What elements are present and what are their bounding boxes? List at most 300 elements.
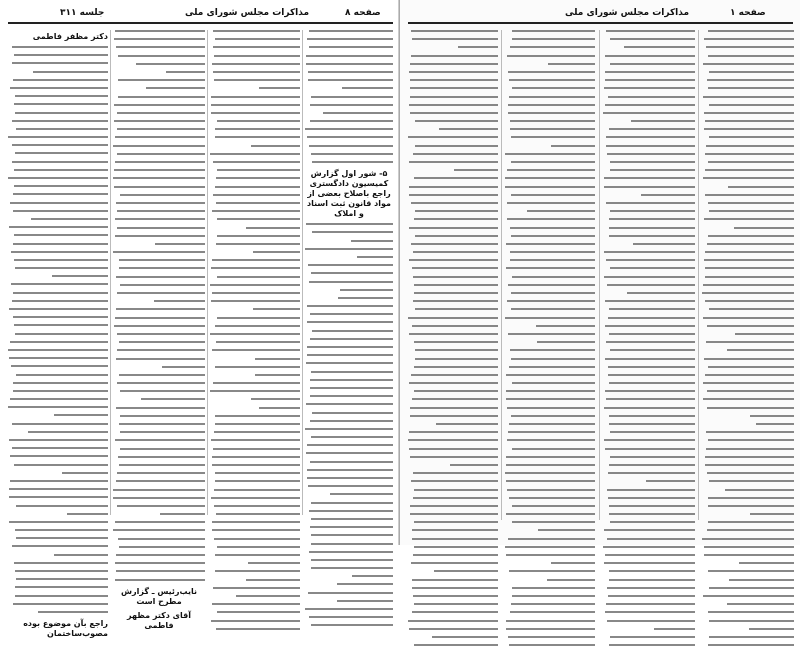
text-line: [608, 472, 695, 474]
text-line: [216, 628, 300, 630]
text-line: [338, 297, 393, 299]
text-line: [119, 267, 205, 269]
text-line: [646, 480, 695, 482]
text-line: [609, 218, 695, 220]
text-line: [307, 136, 393, 138]
text-line: [136, 63, 205, 65]
text-line: [506, 513, 595, 515]
text-line: [214, 79, 300, 81]
text-line: [114, 38, 205, 40]
text-line: [210, 153, 300, 155]
text-line: [506, 464, 595, 466]
text-line: [166, 71, 205, 73]
text-line: [727, 603, 794, 605]
text-line: [211, 104, 300, 106]
text-line: [708, 161, 794, 163]
text-line: [214, 489, 300, 491]
text-line: [704, 38, 794, 40]
text-line: [115, 521, 205, 523]
text-line: [506, 554, 595, 556]
text-line: [411, 562, 498, 564]
text-line: [217, 611, 300, 613]
text-line: [709, 620, 794, 622]
text-line: [15, 152, 109, 154]
text-line: [536, 325, 595, 327]
text-line: [311, 559, 393, 561]
text-line: [212, 63, 300, 65]
text-line: [609, 464, 695, 466]
text-line: [146, 87, 205, 89]
text-line: [607, 587, 695, 589]
text-line: [508, 112, 595, 114]
text-line: [509, 366, 595, 368]
text-line: [409, 71, 498, 73]
text-line: [709, 480, 794, 482]
text-line: [506, 456, 595, 458]
text-line: [705, 120, 794, 122]
text-line: [412, 38, 498, 40]
text-line: [728, 186, 794, 188]
text-line: [709, 136, 794, 138]
text-line: [215, 38, 300, 40]
text-line: [705, 153, 794, 155]
text-line: [306, 403, 393, 405]
text-line: [119, 341, 205, 343]
text-line: [707, 243, 794, 245]
text-line: [707, 390, 794, 392]
text-line: [217, 317, 300, 319]
text-line: [708, 644, 794, 646]
text-line: [508, 636, 595, 638]
text-line: [749, 628, 794, 630]
column-3: [603, 30, 695, 652]
page-number: صفحه ۸: [345, 8, 381, 18]
text-line: [310, 379, 393, 381]
text-line: [511, 308, 595, 310]
text-line: [512, 505, 595, 507]
text-line: [52, 275, 108, 277]
text-line: [120, 194, 205, 196]
text-line: [14, 324, 108, 326]
text-line: [410, 87, 498, 89]
text-line: [709, 587, 794, 589]
text-line: [310, 395, 393, 397]
text-line: [10, 341, 108, 343]
text-line: [605, 325, 695, 327]
text-line: [608, 366, 695, 368]
text-line: [117, 382, 205, 384]
text-line: [10, 202, 108, 204]
text-line: [509, 96, 595, 98]
text-line: [310, 387, 393, 389]
text-line: [610, 636, 695, 638]
text-line: [641, 194, 695, 196]
text-line: [113, 145, 205, 147]
text-line: [410, 96, 498, 98]
text-line: [707, 79, 794, 81]
text-line: [12, 144, 108, 146]
text-line: [246, 227, 300, 229]
text-line: [505, 153, 595, 155]
text-line: [259, 407, 300, 409]
text-line: [141, 398, 205, 400]
text-line: [10, 480, 108, 482]
text-line: [309, 510, 393, 512]
text-line: [606, 603, 695, 605]
text-line: [215, 480, 300, 482]
text-line: [113, 489, 205, 491]
text-line: [703, 382, 794, 384]
text-line: [310, 120, 393, 122]
text-line: [410, 79, 498, 81]
text-line: [216, 202, 300, 204]
text-line: [414, 521, 498, 523]
text-line: [213, 161, 300, 163]
text-line: [15, 586, 108, 588]
text-line: [115, 562, 205, 564]
text-line: [750, 415, 794, 417]
text-line: [734, 227, 794, 229]
text-line: [507, 300, 595, 302]
text-line: [705, 464, 794, 466]
text-line: [411, 374, 498, 376]
text-line: [703, 398, 794, 400]
text-line: [409, 194, 498, 196]
text-line: [408, 136, 498, 138]
text-line: [708, 521, 794, 523]
text-line: [511, 161, 595, 163]
text-line: [704, 259, 794, 261]
speaker-bottom: آقای دکتر مظهر فاطمی: [127, 610, 191, 630]
text-line: [509, 497, 595, 499]
text-line: [708, 30, 794, 32]
text-line: [212, 521, 300, 523]
text-line: [306, 452, 393, 454]
text-line: [310, 420, 393, 422]
text-line: [608, 317, 695, 319]
text-line: [707, 529, 794, 531]
text-line: [308, 592, 393, 594]
column-1: [408, 30, 498, 652]
text-line: [309, 46, 393, 48]
text-line: [547, 579, 595, 581]
text-line: [415, 349, 498, 351]
text-line: [604, 407, 695, 409]
text-line: [414, 218, 498, 220]
text-line: [342, 87, 393, 89]
text-line: [118, 538, 205, 540]
text-line: [253, 251, 300, 253]
text-line: [160, 513, 205, 515]
text-line: [119, 374, 205, 376]
text-line: [9, 521, 108, 523]
text-line: [67, 513, 108, 515]
text-line: [413, 595, 498, 597]
closing-line: راجع بآن موضوع بوده مصوب‌ساختمان: [23, 619, 108, 639]
text-line: [707, 407, 794, 409]
text-line: [709, 210, 794, 212]
text-line: [507, 169, 595, 171]
text-line: [213, 587, 300, 589]
text-line: [709, 308, 794, 310]
text-line: [10, 87, 108, 89]
text-line: [507, 55, 595, 57]
text-line: [610, 456, 695, 458]
text-line: [510, 46, 595, 48]
text-line: [8, 177, 108, 179]
text-line: [608, 374, 695, 376]
text-line: [14, 103, 108, 105]
text-line: [115, 439, 205, 441]
text-line: [13, 292, 108, 294]
text-line: [704, 554, 794, 556]
text-line: [312, 231, 393, 233]
text-line: [609, 415, 695, 417]
text-line: [13, 603, 108, 605]
text-line: [609, 382, 695, 384]
text-line: [211, 497, 300, 499]
page-title: مذاکرات مجلس شورای ملی: [185, 8, 310, 18]
text-line: [511, 358, 595, 360]
text-line: [236, 595, 300, 597]
text-line: [115, 218, 205, 220]
text-line: [113, 529, 205, 531]
text-line: [253, 308, 300, 310]
text-line: [409, 448, 498, 450]
text-line: [708, 87, 794, 89]
text-line: [609, 128, 695, 130]
text-line: [512, 30, 595, 32]
text-line: [255, 358, 300, 360]
text-line: [120, 415, 205, 417]
text-line: [14, 464, 108, 466]
text-line: [305, 128, 393, 130]
page-number: صفحه ۱: [730, 8, 766, 18]
text-line: [609, 513, 695, 515]
text-line: [507, 218, 595, 220]
text-line: [306, 55, 393, 57]
text-line: [604, 186, 695, 188]
text-line: [311, 436, 393, 438]
text-line: [10, 455, 108, 457]
text-line: [215, 472, 300, 474]
text-line: [512, 521, 595, 523]
text-line: [14, 54, 108, 56]
text-line: [54, 414, 108, 416]
text-line: [510, 128, 595, 130]
text-line: [13, 390, 108, 392]
text-line: [414, 546, 498, 548]
text-line: [609, 579, 695, 581]
text-line: [310, 461, 393, 463]
column-2: [113, 30, 205, 635]
text-line: [312, 161, 393, 163]
text-line: [16, 537, 108, 539]
text-line: [217, 169, 300, 171]
text-line: [118, 96, 205, 98]
text-line: [210, 333, 300, 335]
text-line: [725, 489, 794, 491]
text-line: [305, 428, 393, 430]
text-line: [706, 448, 794, 450]
text-line: [413, 472, 498, 474]
text-line: [155, 243, 205, 245]
text-line: [511, 292, 595, 294]
text-line: [412, 267, 499, 269]
text-line: [212, 210, 300, 212]
text-line: [14, 185, 108, 187]
text-line: [11, 365, 108, 367]
text-line: [413, 276, 498, 278]
text-line: [706, 431, 794, 433]
text-line: [307, 477, 393, 479]
text-line: [411, 202, 498, 204]
text-line: [357, 256, 393, 258]
text-line: [603, 546, 695, 548]
text-line: [411, 55, 499, 57]
text-line: [727, 349, 794, 351]
header-rule: [408, 22, 793, 24]
text-line: [337, 583, 393, 585]
text-line: [434, 570, 498, 572]
text-line: [215, 570, 300, 572]
text-line: [606, 202, 695, 204]
text-line: [248, 562, 300, 564]
text-line: [216, 341, 300, 343]
text-line: [311, 153, 393, 155]
text-line: [117, 333, 205, 335]
text-line: [607, 538, 695, 540]
text-line: [511, 415, 595, 417]
text-line: [307, 38, 393, 40]
text-line: [608, 497, 695, 499]
text-line: [213, 382, 300, 384]
text-line: [9, 496, 108, 498]
text-line: [508, 333, 595, 335]
text-line: [412, 529, 498, 531]
text-line: [216, 177, 300, 179]
text-line: [12, 300, 108, 302]
text-line: [510, 227, 595, 229]
page-title: مذاکرات مجلس شورای ملی: [565, 8, 690, 18]
text-line: [509, 79, 595, 81]
text-line: [506, 374, 595, 376]
text-line: [607, 284, 695, 286]
text-line: [216, 513, 300, 515]
text-line: [606, 341, 696, 343]
speaker-heading: دکتر مظفر فاطمی: [32, 32, 108, 41]
text-line: [410, 63, 498, 65]
text-line: [16, 374, 108, 376]
text-line: [307, 354, 393, 356]
text-line: [330, 493, 393, 495]
text-line: [708, 570, 794, 572]
text-line: [706, 341, 794, 343]
text-line: [215, 325, 300, 327]
text-line: [412, 579, 498, 581]
text-line: [8, 406, 108, 408]
text-line: [413, 497, 498, 499]
text-line: [707, 472, 794, 474]
text-line: [604, 276, 695, 278]
text-line: [214, 55, 300, 57]
text-line: [323, 112, 393, 114]
text-line: [33, 71, 108, 73]
text-line: [509, 423, 595, 425]
text-line: [13, 79, 108, 81]
text-line: [706, 145, 794, 147]
text-line: [705, 251, 794, 253]
text-line: [114, 169, 205, 171]
text-line: [412, 538, 498, 540]
text-line: [506, 398, 595, 400]
text-line: [120, 448, 205, 450]
text-line: [458, 46, 498, 48]
text-line: [117, 112, 205, 114]
text-line: [511, 235, 595, 237]
text-line: [352, 575, 393, 577]
text-line: [311, 371, 393, 373]
text-line: [750, 513, 794, 515]
text-line: [116, 358, 205, 360]
text-line: [756, 423, 794, 425]
text-line: [214, 431, 300, 433]
text-line: [510, 349, 595, 351]
text-line: [211, 112, 300, 114]
session-number: جلسه ۳۱۱: [60, 8, 105, 18]
text-line: [255, 374, 300, 376]
text-line: [739, 562, 794, 564]
text-line: [311, 502, 393, 504]
text-line: [119, 423, 205, 425]
text-line: [605, 104, 695, 106]
text-line: [605, 71, 695, 73]
text-line: [412, 587, 498, 589]
text-line: [116, 308, 205, 310]
text-line: [9, 357, 108, 359]
text-line: [310, 104, 393, 106]
text-line: [412, 398, 498, 400]
text-line: [309, 551, 393, 553]
text-line: [311, 567, 393, 569]
text-line: [116, 276, 205, 278]
text-line: [512, 448, 595, 450]
text-line: [605, 79, 695, 81]
text-line: [213, 194, 300, 196]
text-line: [409, 161, 498, 163]
text-line: [311, 96, 393, 98]
text-line: [609, 644, 695, 646]
text-line: [215, 554, 300, 556]
text-line: [115, 317, 205, 319]
text-line: [708, 55, 794, 57]
text-line: [705, 276, 794, 278]
text-line: [605, 448, 695, 450]
text-line: [709, 71, 794, 73]
text-line: [214, 505, 300, 507]
text-line: [703, 177, 794, 179]
text-line: [15, 595, 108, 597]
text-line: [510, 259, 595, 261]
text-line: [415, 120, 498, 122]
text-line: [605, 554, 695, 556]
text-line: [510, 120, 595, 122]
text-line: [551, 562, 595, 564]
text-line: [217, 546, 300, 548]
text-line: [214, 538, 300, 540]
column-4: [702, 30, 794, 652]
text-line: [408, 439, 498, 441]
